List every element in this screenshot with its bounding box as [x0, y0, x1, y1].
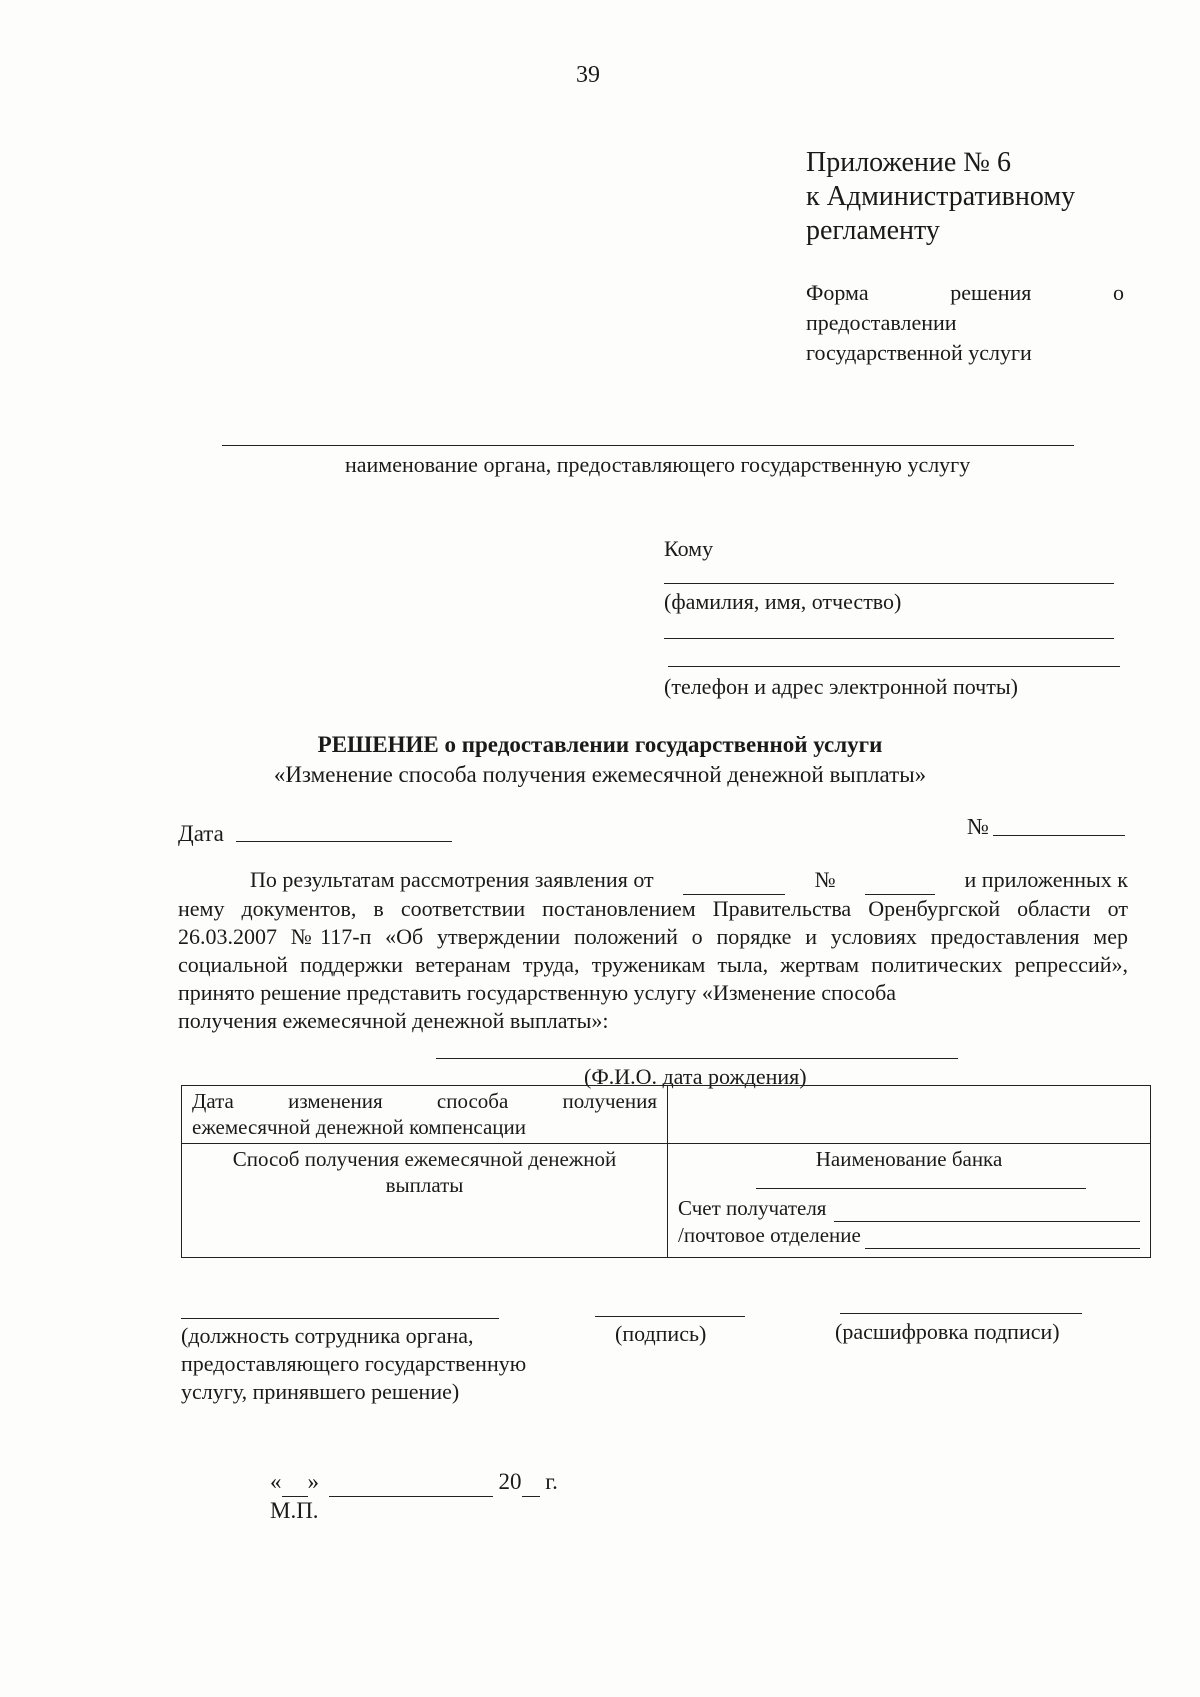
body-text-start: По результатам рассмотрения заявления от: [250, 867, 654, 892]
recipient-name-line: [664, 583, 1114, 584]
footer-year-suffix: г.: [545, 1469, 558, 1494]
date-line: [236, 841, 452, 842]
form-note: [806, 278, 1124, 368]
decision-title: [0, 730, 1200, 790]
table-cell-method-label: Способ получения ежемесячной денежной выплаты: [182, 1144, 668, 1258]
recipient-label: Кому: [664, 536, 714, 561]
footer-year-prefix: 20: [498, 1469, 522, 1494]
application-number-blank: [865, 866, 935, 895]
post-office-line: [865, 1222, 1140, 1249]
footer-day-blank: [282, 1468, 308, 1497]
table-row: [182, 1086, 1151, 1144]
body-text-rest: нему документов, в соответствии постановлением Правительства Оренбургской области от 26.03.2007 №117-п «Об утверждении положений о порядке и условиях предоставления мер социальной поддержки ветеранам труда, труженикам тыла, жертвам политических репрессий», принято решение представить государственную услугу «Изменение способа: [178, 896, 1128, 1005]
recipient-line-2: [664, 638, 1114, 639]
body-text-end: и приложенных к: [964, 867, 1128, 892]
bank-name-line: [756, 1188, 1086, 1189]
footer-date: [270, 1468, 558, 1497]
form-note-word-2: решения: [950, 280, 1032, 305]
fio-caption: (Ф.И.О. дата рождения): [584, 1064, 807, 1089]
decoding-caption: (расшифровка подписи): [835, 1319, 1060, 1344]
footer-open-quote: «: [270, 1469, 282, 1494]
form-note-line-2: предоставлении: [806, 310, 957, 335]
number-line: [993, 835, 1125, 836]
authority-caption: наименование органа, предоставляющего государственную услугу: [345, 452, 971, 477]
table-row: [182, 1144, 1151, 1258]
signature-caption: (подпись): [615, 1321, 707, 1346]
post-office-label: /почтовое отделение: [678, 1223, 861, 1247]
position-caption-line-1: (должность сотрудника органа,: [181, 1323, 474, 1348]
change-date-label-line-2: ежемесячной денежной компенсации: [192, 1115, 527, 1139]
position-caption-line-3: услугу, принявшего решение): [181, 1379, 460, 1404]
form-note-line-3: государственной услуги: [806, 340, 1032, 365]
decision-title-main: РЕШЕНИЕ о предоставлении государственной услуги: [317, 732, 883, 757]
number-label: №: [967, 814, 989, 839]
form-note-word-1: Форма: [806, 280, 869, 305]
table-cell-method-value: [668, 1144, 1151, 1258]
page-number: 39: [576, 62, 600, 88]
recipient-name-caption: (фамилия, имя, отчество): [664, 589, 902, 614]
application-date-blank: [683, 866, 785, 895]
signature-line: [595, 1316, 745, 1317]
account-line: [834, 1195, 1140, 1222]
table-cell-change-date-label: [182, 1086, 668, 1144]
position-line: [181, 1318, 499, 1319]
bank-name-label: Наименование банка: [815, 1147, 1003, 1171]
account-label: Счет получателя: [678, 1196, 827, 1220]
appendix-line-1: Приложение № 6: [806, 147, 1011, 178]
recipient-line-3: [668, 666, 1120, 667]
footer-year-blank: [522, 1468, 540, 1497]
decoding-line: [840, 1313, 1082, 1314]
position-caption: [181, 1322, 526, 1406]
body-text-no: №: [814, 867, 836, 892]
footer-close-quote: »: [307, 1469, 319, 1494]
appendix-line-2: к Административному: [806, 181, 1076, 212]
change-date-label-line-1: Дата изменения способа получения: [192, 1089, 657, 1113]
date-label: Дата: [178, 821, 224, 846]
decision-title-subtitle: «Изменение способа получения ежемесячной денежной выплаты»: [273, 762, 927, 787]
fio-line: [436, 1058, 958, 1059]
table-cell-change-date-value: [668, 1086, 1151, 1144]
footer-month-blank: [329, 1468, 493, 1497]
position-caption-line-2: предоставляющего государственную: [181, 1351, 527, 1376]
authority-line: [222, 445, 1074, 446]
body-paragraph: [178, 866, 1128, 1035]
body-text-last: получения ежемесячной денежной выплаты»:: [178, 1008, 609, 1033]
form-note-word-3: о: [1112, 280, 1124, 305]
appendix-heading: [806, 146, 1075, 248]
recipient-contact-caption: (телефон и адрес электронной почты): [664, 674, 1018, 699]
details-table: [181, 1085, 1151, 1258]
stamp-label: М.П.: [270, 1498, 319, 1523]
appendix-line-3: регламенту: [806, 215, 940, 246]
